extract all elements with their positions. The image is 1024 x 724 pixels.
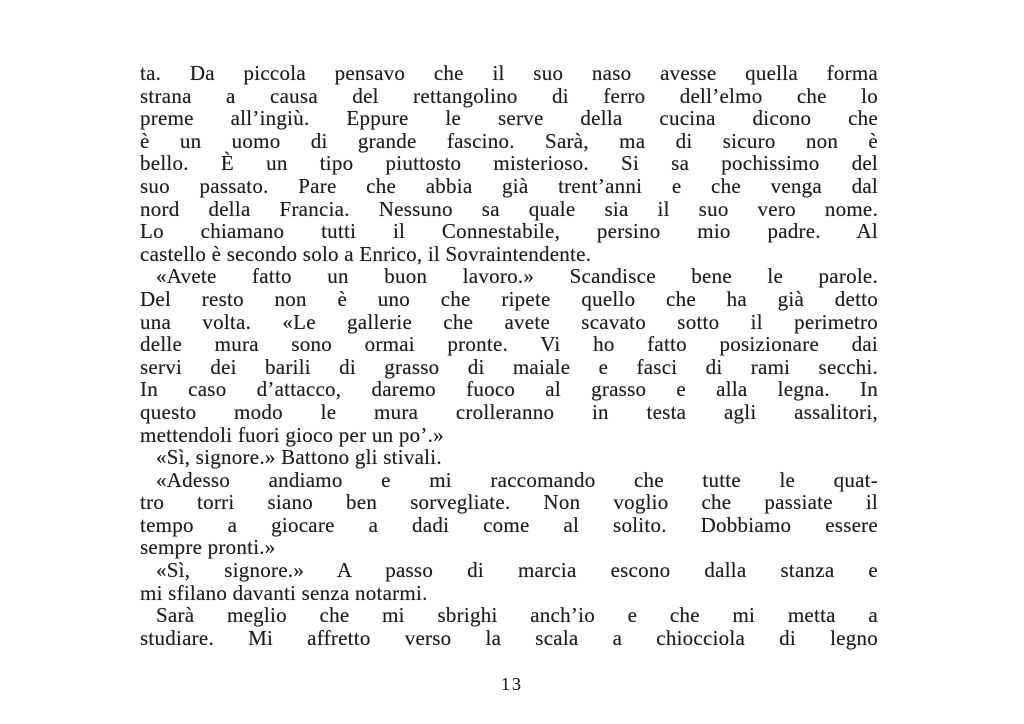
text-line: mi sfilano davanti senza notarmi. — [140, 580, 428, 605]
text-line: una volta. «Le gallerie che avete scavato sotto il perimetro — [140, 309, 878, 334]
text-line: «Avete fatto un buon lavoro.» Scandisce bene le parole. — [156, 264, 878, 289]
text-line: questo modo le mura crolleranno in testa agli assalitori, — [140, 399, 878, 424]
text-line: In caso d’attacco, daremo fuoco al grasso e alla legna. In — [140, 377, 878, 402]
text-line: suo passato. Pare che abbia già trent’anni e che venga dal — [140, 173, 878, 198]
text-line: studiare. Mi affretto verso la scala a chiocciola di legno — [140, 625, 878, 650]
text-line: strana a causa del rettangolino di ferro dell’elmo che lo — [140, 83, 878, 108]
text-line: «Adesso andiamo e mi raccomando che tutte le quat- — [156, 467, 878, 492]
text-line: «Sì, signore.» A passo di marcia escono dalla stanza e — [156, 558, 878, 583]
text-line: servi dei barili di grasso di maiale e fasci di rami secchi. — [140, 354, 878, 379]
text-line: tro torri siano ben sorvegliate. Non voglio che passiate il — [140, 490, 878, 515]
text-line: bello. È un tipo piuttosto misterioso. Si sa pochissimo del — [140, 151, 878, 176]
text-line: sempre pronti.» — [140, 535, 276, 560]
text-line: è un uomo di grande fascino. Sarà, ma di sicuro non è — [140, 128, 878, 153]
text-line: nord della Francia. Nessuno sa quale sia il suo vero nome. — [140, 196, 878, 221]
text-line: Lo chiamano tutti il Connestabile, persino mio padre. Al — [140, 219, 878, 244]
text-line: Sarà meglio che mi sbrighi anch’io e che mi metta a — [156, 603, 878, 628]
text-line: Del resto non è uno che ripete quello che ha già detto — [140, 286, 878, 311]
text-line: castello è secondo solo a Enrico, il Sovraintendente. — [140, 241, 592, 266]
text-line: tempo a giocare a dadi come al solito. Dobbiamo essere — [140, 512, 878, 537]
page-number: 13 — [501, 674, 523, 694]
text-line: delle mura sono ormai pronte. Vi ho fatto posizionare dai — [140, 332, 878, 357]
text-line: preme all’ingiù. Eppure le serve della cucina dicono che — [140, 106, 878, 131]
text-line: ta. Da piccola pensavo che il suo naso avesse quella forma — [140, 61, 878, 85]
text-line: «Sì, signore.» Battono gli stivali. — [156, 445, 442, 470]
text-line: mettendoli fuori gioco per un po’.» — [140, 422, 444, 447]
page-text-block — [140, 62, 878, 649]
